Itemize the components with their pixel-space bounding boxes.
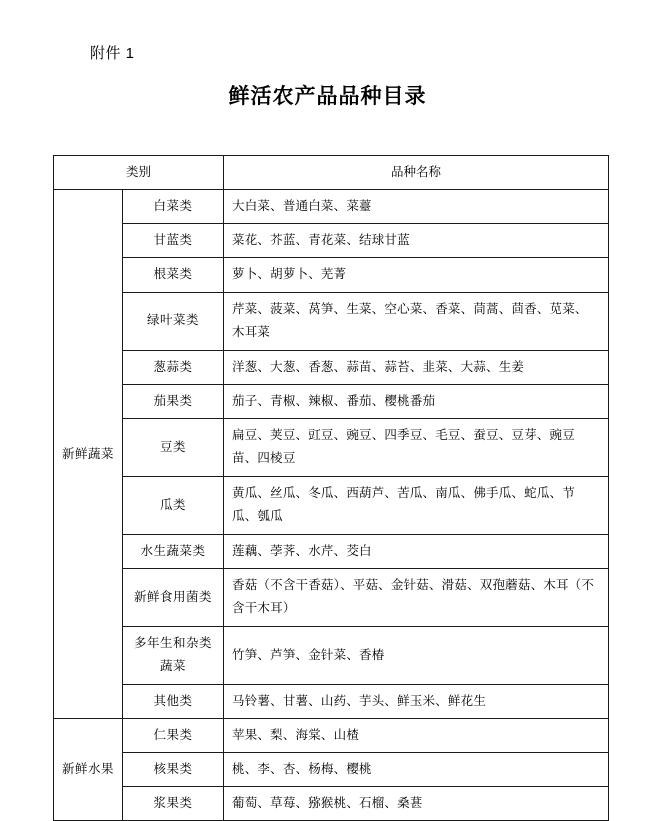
table-row <box>54 350 609 384</box>
subcategory-cell: 水生蔬菜类 <box>123 534 224 568</box>
subcategory-cell: 茄果类 <box>123 384 224 418</box>
variety-names-cell: 香菇（不含干香菇）、平菇、金针菇、滑菇、双孢蘑菇、木耳（不含干木耳） <box>224 568 609 626</box>
column-header-category: 类别 <box>54 156 224 190</box>
variety-names-cell: 苹果、梨、海棠、山楂 <box>224 719 609 753</box>
table-header <box>54 156 609 190</box>
table-row <box>54 719 609 753</box>
group-category-cell: 新鲜水果 <box>54 719 123 821</box>
variety-names-cell: 马铃薯、甘薯、山药、芋头、鲜玉米、鲜花生 <box>224 684 609 718</box>
subcategory-cell: 豆类 <box>123 418 224 476</box>
catalog-table-container <box>53 155 608 821</box>
subcategory-cell: 甘蓝类 <box>123 224 224 258</box>
subcategory-cell: 核果类 <box>123 753 224 787</box>
variety-names-cell: 菜花、芥蓝、青花菜、结球甘蓝 <box>224 224 609 258</box>
subcategory-cell: 绿叶菜类 <box>123 292 224 350</box>
table-row <box>54 626 609 684</box>
table-row <box>54 753 609 787</box>
table-row <box>54 418 609 476</box>
group-category-cell: 新鲜蔬菜 <box>54 190 123 719</box>
attachment-label: 附件 1 <box>90 45 135 62</box>
column-header-variety-names: 品种名称 <box>224 156 609 190</box>
variety-names-cell: 莲藕、荸荠、水芹、茭白 <box>224 534 609 568</box>
subcategory-cell: 根菜类 <box>123 258 224 292</box>
variety-names-cell: 竹笋、芦笋、金针菜、香椿 <box>224 626 609 684</box>
subcategory-cell: 其他类 <box>123 684 224 718</box>
table-row <box>54 568 609 626</box>
table-row <box>54 476 609 534</box>
subcategory-cell: 浆果类 <box>123 787 224 821</box>
variety-names-cell: 洋葱、大葱、香葱、蒜苗、蒜苔、韭菜、大蒜、生姜 <box>224 350 609 384</box>
page-title: 鲜活农产品品种目录 <box>228 85 427 108</box>
table-row <box>54 292 609 350</box>
table-header-row <box>54 156 609 190</box>
table-row <box>54 258 609 292</box>
variety-names-cell: 黄瓜、丝瓜、冬瓜、西葫芦、苦瓜、南瓜、佛手瓜、蛇瓜、节瓜、瓠瓜 <box>224 476 609 534</box>
subcategory-cell: 新鲜食用菌类 <box>123 568 224 626</box>
variety-names-cell: 扁豆、荚豆、豇豆、豌豆、四季豆、毛豆、蚕豆、豆芽、豌豆苗、四棱豆 <box>224 418 609 476</box>
variety-names-cell: 芹菜、菠菜、莴笋、生菜、空心菜、香菜、茼蒿、茴香、苋菜、木耳菜 <box>224 292 609 350</box>
variety-names-cell: 茄子、青椒、辣椒、番茄、樱桃番茄 <box>224 384 609 418</box>
table-row <box>54 224 609 258</box>
table-row <box>54 384 609 418</box>
subcategory-cell: 葱蒜类 <box>123 350 224 384</box>
variety-names-cell: 大白菜、普通白菜、菜薹 <box>224 190 609 224</box>
variety-names-cell: 葡萄、草莓、猕猴桃、石榴、桑葚 <box>224 787 609 821</box>
variety-names-cell: 萝卜、胡萝卜、芜菁 <box>224 258 609 292</box>
table-row <box>54 534 609 568</box>
subcategory-cell: 白菜类 <box>123 190 224 224</box>
subcategory-cell: 多年生和杂类蔬菜 <box>123 626 224 684</box>
agricultural-product-catalog-table <box>53 155 609 821</box>
subcategory-cell: 仁果类 <box>123 719 224 753</box>
variety-names-cell: 桃、李、杏、杨梅、樱桃 <box>224 753 609 787</box>
subcategory-cell: 瓜类 <box>123 476 224 534</box>
table-row <box>54 787 609 821</box>
table-row <box>54 190 609 224</box>
table-row <box>54 684 609 718</box>
table-body <box>54 190 609 821</box>
